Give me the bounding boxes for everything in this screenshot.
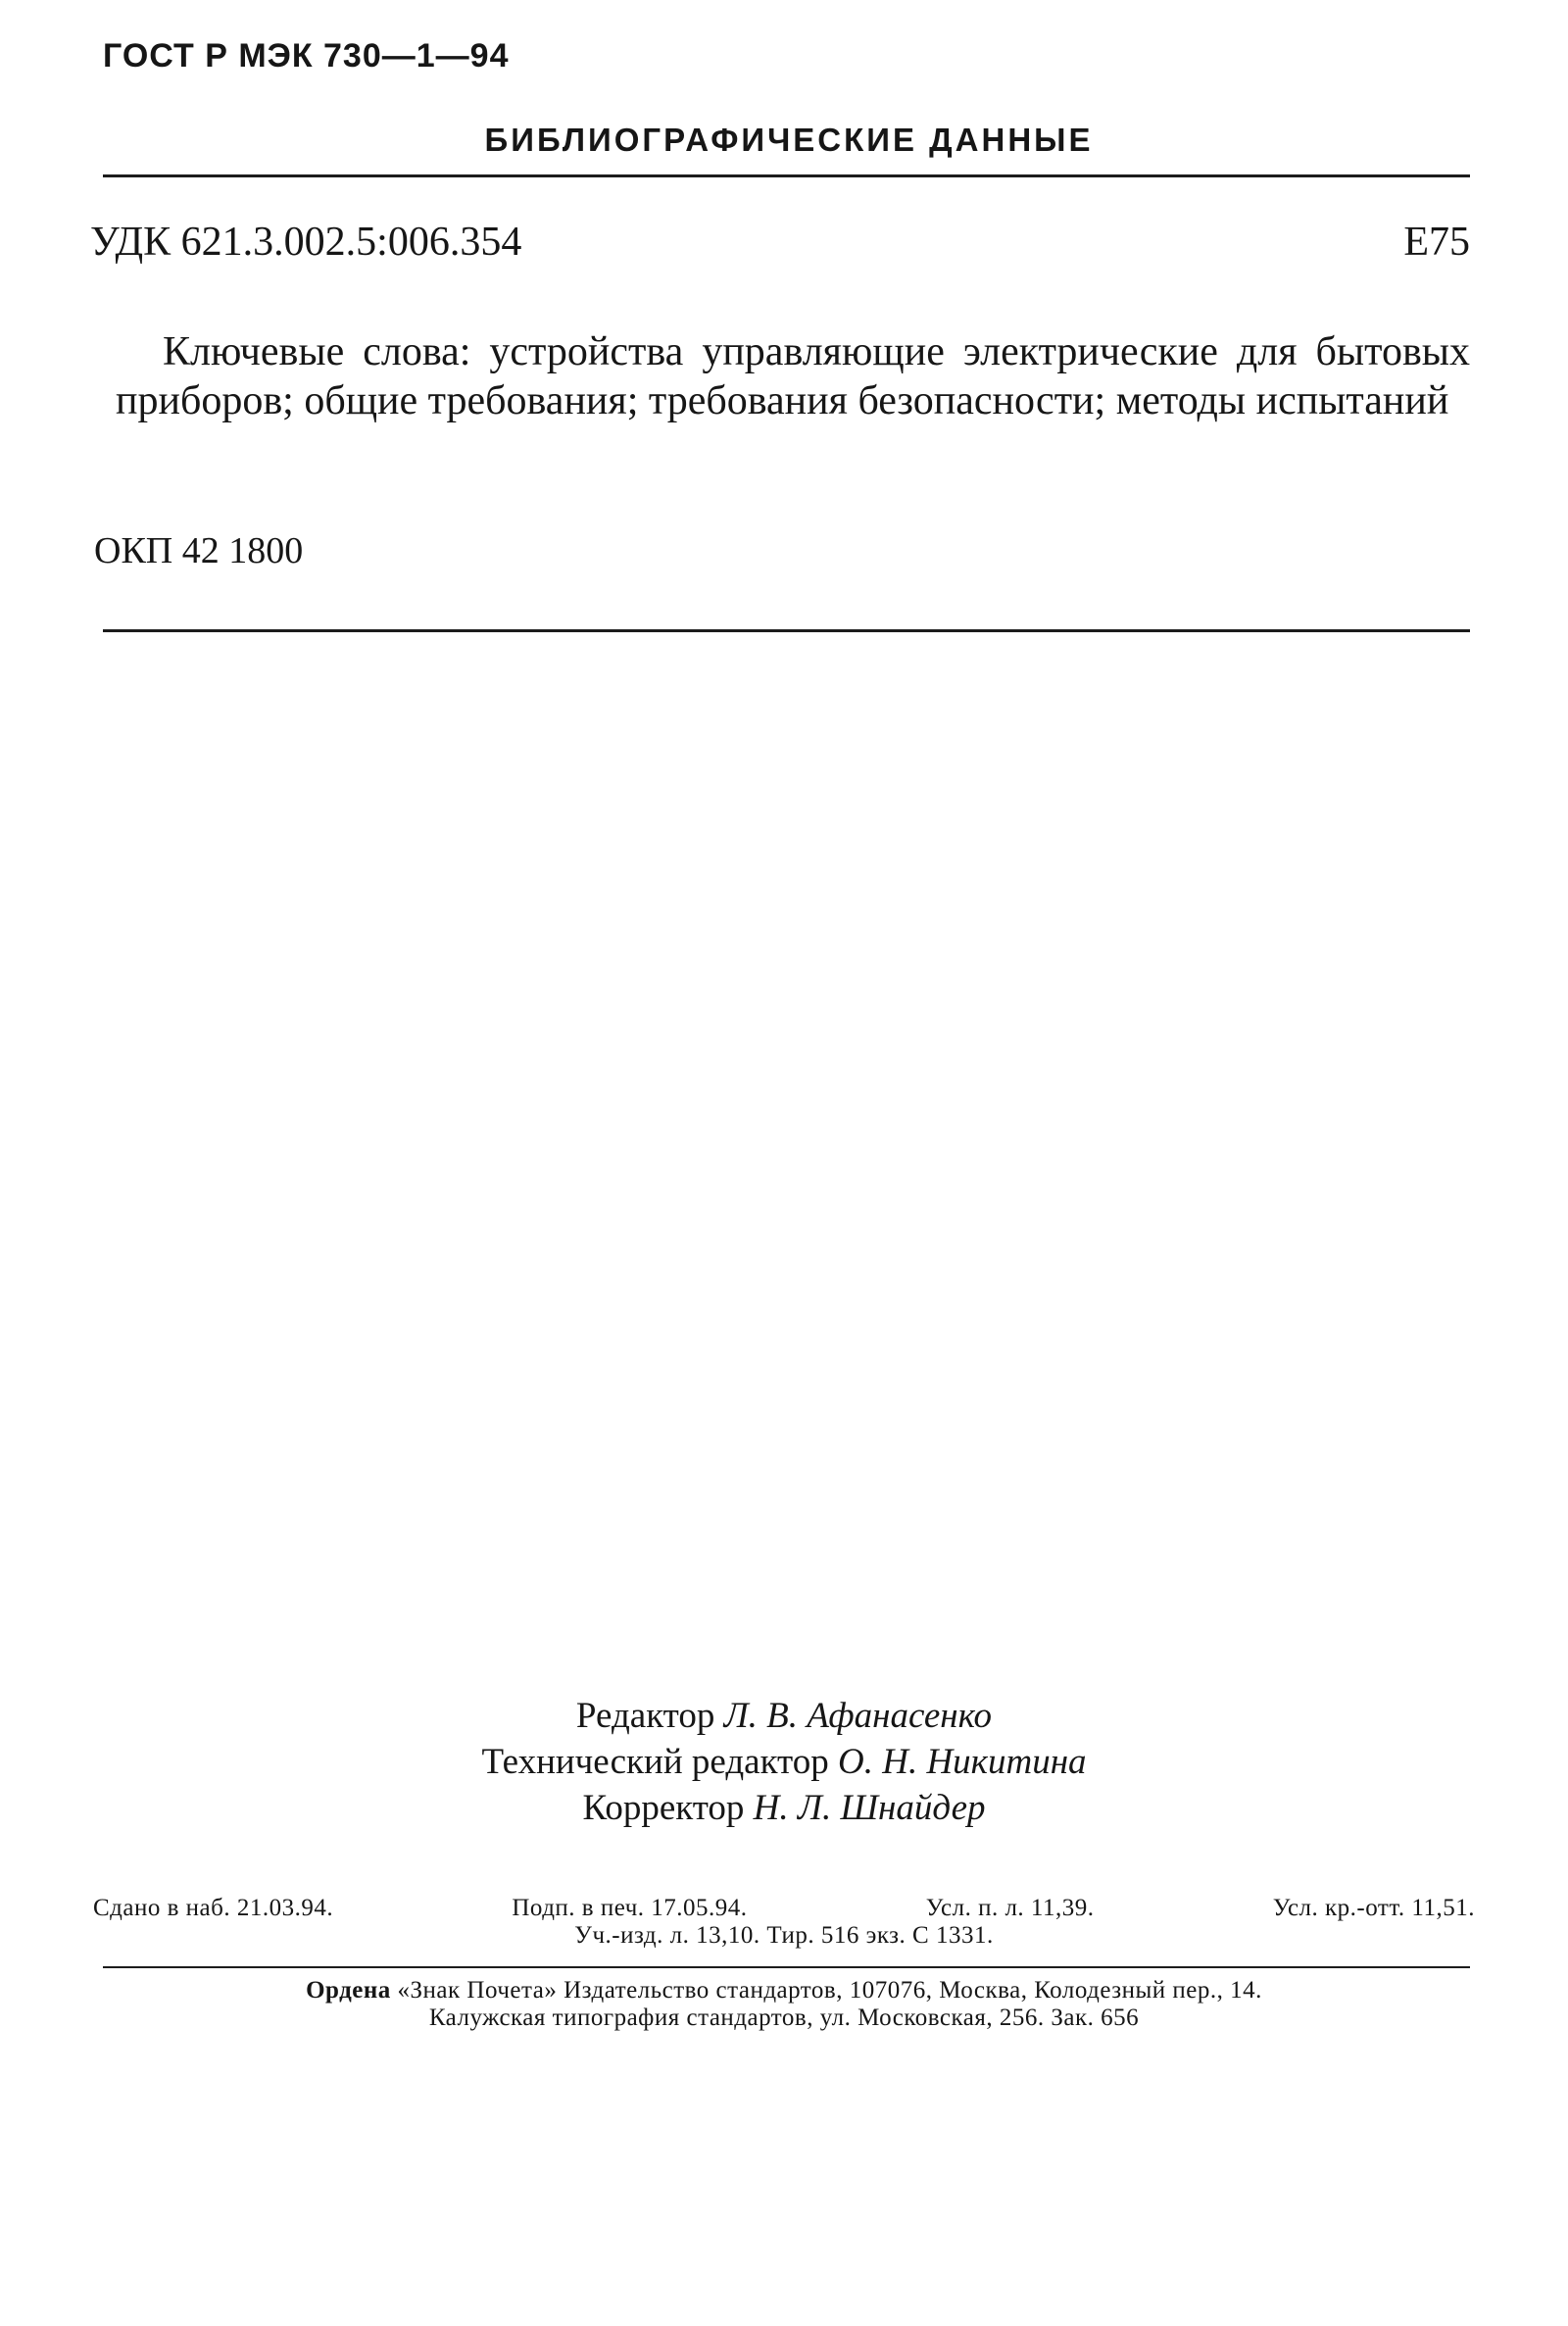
tech-editor-name: О. Н. Никитина	[838, 1742, 1087, 1782]
signed-date: Подп. в печ. 17.05.94.	[512, 1895, 748, 1921]
publisher-name-address: «Знак Почета» Издательство стандартов, 107076, Москва, Колодезный пер., 14.	[397, 1977, 1262, 2004]
print-info-line-2: Уч.-изд. л. 13,10. Тир. 516 экз. С 1331.	[574, 1922, 994, 1949]
publisher-info	[93, 1977, 1475, 2032]
print-info-line-1	[93, 1895, 1475, 1922]
proofreader-role: Корректор	[582, 1788, 745, 1828]
editor-line	[0, 1693, 1568, 1739]
proofreader-line	[0, 1785, 1568, 1831]
udc-code: УДК 621.3.002.5:006.354	[90, 220, 522, 265]
sheets-count: Усл. п. л. 11,39.	[925, 1895, 1095, 1921]
submitted-date: Сдано в наб. 21.03.94.	[93, 1895, 334, 1921]
keywords-paragraph: Ключевые слова: устройства управляющие электрические для бытовых приборов; общие требования; требования безопасности; методы испытаний	[116, 329, 1470, 423]
tech-editor-role: Технический редактор	[481, 1742, 829, 1782]
top-divider	[103, 174, 1470, 177]
print-info	[93, 1895, 1475, 1950]
editor-role: Редактор	[575, 1696, 715, 1736]
okp-code: ОКП 42 1800	[94, 530, 304, 571]
editor-name: Л. В. Афанасенко	[723, 1696, 993, 1736]
bottom-divider	[103, 1966, 1470, 1968]
publisher-order: Ордена	[306, 1977, 391, 2004]
tech-editor-line	[0, 1739, 1568, 1785]
color-prints-count: Усл. кр.-отт. 11,51.	[1272, 1895, 1475, 1921]
credits-block	[0, 1693, 1568, 1831]
document-code: ГОСТ Р МЭК 730—1—94	[103, 37, 510, 74]
section-title: БИБЛИОГРАФИЧЕСКИЕ ДАННЫЕ	[484, 122, 1094, 158]
publisher-line-2: Калужская типография стандартов, ул. Московская, 256. Зак. 656	[428, 2004, 1140, 2031]
publisher-line-1	[93, 1977, 1475, 2004]
proofreader-name: Н. Л. Шнайдер	[753, 1788, 986, 1828]
middle-divider	[103, 629, 1470, 632]
classification-group: Е75	[1403, 220, 1470, 265]
